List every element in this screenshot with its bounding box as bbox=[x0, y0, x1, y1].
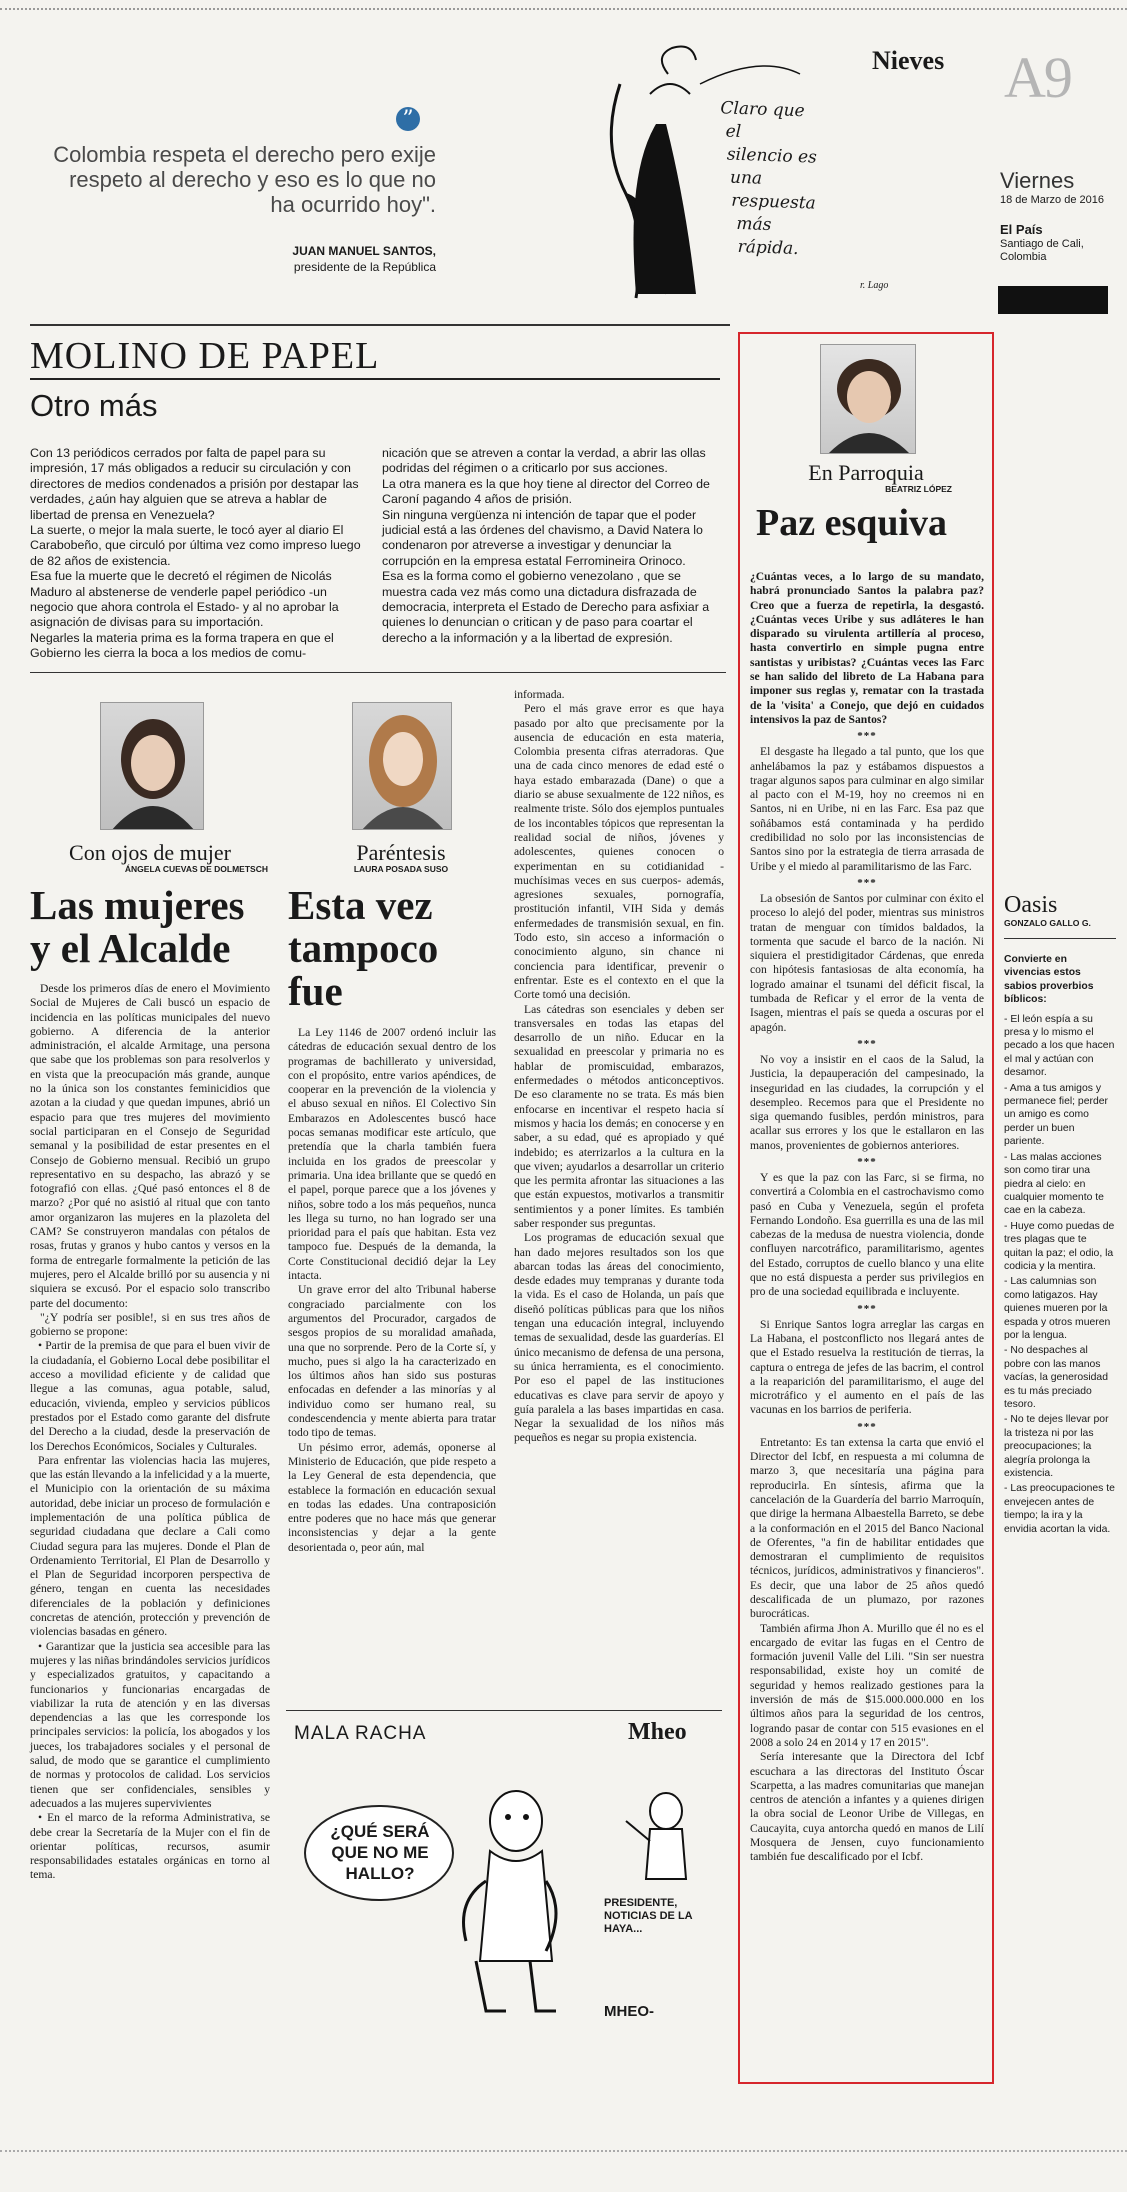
bullet-item: • Garantizar que la justicia sea accesible para las mujeres y las niñas brindándoles servicios jurídicos y especializados gratuitos, y capacitando a funcionarios y funcionarias encargadas de viabilizar la ruta de atención y en las diversas dependencias a las que les corresponde los principales servicios: la policía, los abogados y los jueces, los trabajadores sociales y el personal de salud, de modo que se garantice el cumplimiento de normas y protocolos de calidad. Los servicios tienen que ser confidenciales, sensibles y adecuados a las mujeres supervivientes bbox=[30, 1639, 270, 1810]
mala-racha-cartoon bbox=[286, 1710, 722, 2040]
nieves-cartoon bbox=[560, 44, 980, 304]
article-title: Paz esquiva bbox=[756, 502, 948, 544]
molino-paragraph: La suerte, o mejor la mala suerte, le tocó ayer al diario El Carabobeño, que circuló por última vez como impreso luego de 82 años de existencia. bbox=[30, 523, 361, 568]
author-photo bbox=[100, 702, 204, 830]
molino-paragraph: Esa fue la muerte que le decretó el régimen de Nicolás Maduro al abstenerse de venderle papel periódico -un negocio que ahora controla el Estado- y al no aprobar la asignación de divisas para su importación. bbox=[30, 569, 339, 630]
article-paragraph: El desgaste ha llegado a tal punto, que los que anhelábamos la paz y estábamos dispuestos a tragar algunos sapos para culminar en algo similar al pacto con el M-19, hoy no creemos ni en Santos, ni en Uribe, ni en las Farc. Esa paz que soñábamos está contaminada y ha perdido credibilidad no solo por las inconsistencias de Santos sino por la estrategia de tierra arrasada de Uribe y el miedo al paramilitarismo de las Farc. bbox=[750, 745, 984, 873]
article-bullets bbox=[30, 1339, 270, 1882]
page-header bbox=[0, 0, 1127, 320]
nieves-line: una bbox=[729, 167, 763, 189]
article-paragraph: Sería interesante que la Directora del Icbf escuchara a las directoras del Instituto Óscar Scarpetta, a las madres comunitarias que manejan centros de atención a infantes y a quienes dirigen la obra social de Leonor Uribe de Villegas, en Caucayita, cuya antorcha quedó en manos de Lilí Mosquera de Jensen, cuyo funcionamiento también fue descalificado por el Icbf. bbox=[750, 1750, 984, 1864]
molino-paragraph: Sin ninguna vergüenza ni intención de tapar que el poder judicial está a las órdenes del chavismo, a David Natera lo condenaron por atreverse a investigar y denunciar la corrupción en la empresa estatal Ferromineira Orinoco. bbox=[382, 507, 703, 568]
paper-name: El País bbox=[1000, 222, 1043, 237]
molino-bottom-rule bbox=[30, 672, 726, 673]
article-title: Las mujeres y el Alcalde bbox=[30, 882, 245, 971]
oasis-author: GONZALO GALLO G. bbox=[1004, 918, 1091, 928]
section-separator: *** bbox=[857, 1155, 877, 1168]
article-paragraph: Pero el más grave error es que haya pasado por alto que precisamente por la ausencia de educación en esta materia, Colombia presenta cifras aterradoras. Que una de cada cinco menores de edad esté o haya estado embarazada (Dane) o que a diario se abuse sexualmente de 122 niños, es realmente triste. Sólo dos ejemplos puntuales de los incontables tópicos que representan la realidad social de niños, jóvenes y adolescentes, quienes conocen o experimentan en su cotidianidad -muchísimas veces en sus cuerpos- además, agresiones sexuales, pornografía, prostitución infantil, VIH Sida y demás enfermedades de transmisión sexual, en fin. Todo esto, sin acceso a información o conocimiento alguno, sin chance ni conciencia para identificar, prevenir o enfrentar. Este es el contexto en el que la Corte tomó una decisión. bbox=[514, 702, 724, 1002]
oasis-rule bbox=[1004, 938, 1116, 939]
parentesis-column bbox=[288, 690, 724, 1690]
oasis-column bbox=[1004, 892, 1116, 1792]
svg-text:”: ” bbox=[402, 107, 414, 132]
nieves-line: más bbox=[736, 213, 772, 236]
column-author: BEATRIZ LÓPEZ bbox=[885, 484, 952, 494]
oasis-item: - Las preocupaciones te envejecen antes de tiempo; la ira y la envidia acortan la vida. bbox=[1004, 1483, 1115, 1535]
header-rule bbox=[30, 324, 730, 326]
molino-paragraph: nicación que se atreven a contar la verdad, a abrir las ollas podridas del régimen o a criticarlo por sus acciones. bbox=[382, 446, 706, 476]
article-paragraph: No voy a insistir en el caos de la Salud, la Justicia, la depauperación del campesinado, la inseguridad en las ciudades, la corrupción y el desempleo. Recemos para que el Presidente no siga quemando fusibles, perdón ministros, para acallar sus errores y los que le estallaron en las manos, provenientes de gobiernos anteriores. bbox=[750, 1052, 984, 1152]
section-separator: *** bbox=[857, 1420, 877, 1433]
article-paragraph: Los programas de educación sexual que han dado mejores resultados son los que abarcan todas las áreas del conocimiento, desde edades muy tempranas y durante toda la vida. Es el caso de Holanda, un país que diseñó políticas públicas para que los niños tengan una educación integral, incluyendo temas de sexualidad, desde las guarderías. El único mecanismo de defensa de una persona, su única herramienta, es el conocimiento. Por eso el papel de las instituciones educativas es clave para servir de apoyo y guía paralela a las bases impartidas en casa. Negar la sexualidad de los niños más pequeños es negar su propia existencia. bbox=[514, 1231, 724, 1445]
section-separator: *** bbox=[857, 730, 877, 743]
bullet-item: • En el marco de la reforma Administrativa, se debe crear la Secretaría de la Mujer con el fin de orientar políticas, recursos, asumir responsabilidades estatales orgánicas en torno al tema. bbox=[30, 1811, 270, 1882]
bubble-text: ¿QUÉ SERÁ QUE NO ME HALLO? bbox=[330, 1822, 430, 1883]
quote-text: Colombia respeta el derecho pero exije respeto al derecho y eso es lo que no ha ocurrido hoy". bbox=[53, 142, 436, 217]
molino-section-title: MOLINO DE PAPEL bbox=[30, 335, 380, 377]
nieves-line: rápida. bbox=[737, 236, 799, 260]
molino-section bbox=[30, 335, 720, 661]
molino-col-1 bbox=[30, 446, 364, 662]
article-paragraph: La obsesión de Santos por culminar con éxito el proceso lo alejó del poder, mientras sus ministros tratan de menguar con tímidos baldados, la tormenta que sacude el barco de la nación. Ni siquiera el prestidigitador Cárdenas, que enreda con hipótesis fantasiosas de alta economía, ha logrado amainar el tsunami del déficit fiscal, la tumbada de Reficar y el error de la venta de Isagen, mientras el país se queda a oscuras por el apagón. bbox=[750, 891, 984, 1034]
page-day: Viernes bbox=[1000, 168, 1075, 193]
nieves-line: Claro que bbox=[720, 98, 806, 122]
article-paragraph: Un pésimo error, además, oponerse al Ministerio de Educación, que pide respeto a la Ley General de esta dependencia, que establece la formación en educación sexual en todas las edades. Una contraposición entre poderes que no hace más que generar inconsistencias y dejar a la gente desorientada o, peor aún, mal bbox=[288, 1440, 496, 1554]
mujer-column bbox=[30, 690, 270, 2070]
oasis-item: - Las malas acciones son como tirar una piedra al cielo: en cualquier momento te cae en la cabeza. bbox=[1004, 1151, 1104, 1217]
oasis-item: - No despaches al pobre con las manos vacías, la generosidad es tu más preciado tesoro. bbox=[1004, 1345, 1108, 1410]
quote-mark-icon bbox=[394, 98, 422, 140]
article-paragraph: La Ley 1146 de 2007 ordenó incluir las cátedras de educación sexual dentro de los programas de bachillerato y universidad, con el propósito, entre varios apéndices, de cooperar en la prevención de la violencia y el abuso sexual en niños. El Colectivo Sin Embarazos en Adolescentes buscó hace pocas semanas modificar este artículo, que pretendía que la charla también fuera incluida en los grados de preescolar y primaria. Una idea brillante que se quedó en el papel, porque parece que a los jóvenes y niños, sobre todo a los más pequeños, nunca les llega su turno, no han logrado ser una prioridad para el país que habitan. Esta vez tampoco fue. Después de la demanda, la Corte Constitucional decidió dejar la Ley intacta. bbox=[288, 1026, 496, 1283]
oasis-item: - No te dejes llevar por la tristeza ni por las preocupaciones; la alegría prolonga la existencia. bbox=[1004, 1414, 1109, 1480]
article-paragraph: Entretanto: Es tan extensa la carta que envió el Director del Icbf, en respuesta a mi columna de marzo 3, que necesitaría una página para reproducirla. En síntesis, afirma que la cancelación de la Guardería del barrio Marroquín, que dirige la hermana Albaestella Barreto, se debe a la conformación en el 2015 del Banco Nacional de Oferentes, "a fin de habilitar entidades que demostraran el cumplimiento de requisitos técnicos, jurídicos, administrativos y financieros". Es decir, que una labor de 25 años quedó descalificada de un plumazo, por razones burocráticas. bbox=[750, 1435, 984, 1621]
scan-edge-top bbox=[0, 8, 1127, 10]
scan-edge-bottom bbox=[0, 2150, 1127, 2152]
column-author: LAURA POSADA SUSO bbox=[353, 864, 449, 874]
column-name: En Parroquia bbox=[808, 460, 924, 485]
nieves-line: respuesta bbox=[730, 190, 817, 214]
molino-title: Otro más bbox=[30, 388, 158, 423]
header-black-bar bbox=[998, 286, 1108, 314]
article-paragraph: Las cátedras son esenciales y deben ser transversales en todas las etapas del desarrollo de un niño. Educar en la sexualidad en preescolar y primaria no es hablar de promiscuidad, embarazos, enfermedades o métodos anticonceptivos. De eso claramente no se trata. Es más bien enfocarse en incentivar el respeto hacia sí mismos y hacia los demás; en conocerse y en saber, a su edad, qué es apropiado y qué indebido; es aterrizarlos a la cultura en la que viven; ayudarlos a desarrollar un criterio que les permita afrontar las situaciones a las que están expuestos, motivarlos a transmitir sentimientos y a poner límites. Es también saber responder sus preguntas. bbox=[514, 1002, 724, 1230]
article-title: Esta vez tampoco fue bbox=[288, 882, 439, 1014]
molino-rule bbox=[30, 378, 720, 380]
cartoon-signature: MHEO- bbox=[604, 2003, 654, 2020]
column-name: Con ojos de mujer bbox=[69, 840, 231, 865]
column-author: ÁNGELA CUEVAS DE DOLMETSCH bbox=[124, 864, 268, 874]
paper-city: Santiago de Cali, Colombia bbox=[1000, 238, 1084, 263]
molino-paragraph: Esa es la forma como el gobierno venezolano , que se muestra cada vez más como una dictadura disfrazada de democracia, interpreta el Estado de Derecho para asfixiar a quienes lo denuncian o critican y de paso para coartar el derecho a la información y a la libertad de expresión. bbox=[382, 569, 710, 645]
oasis-item: - Ama a tus amigos y permanece fiel; perder un amigo es como perder un buen pariente. bbox=[1004, 1082, 1108, 1148]
cartoon-caption: PRESIDENTE, NOTICIAS DE LA HAYA... bbox=[604, 1897, 693, 1935]
article-paragraph: Desde los primeros días de enero el Movimiento Social de Mujeres de Cali buscó un espacio de incidencia en las políticas municipales del nuevo gobierno. A diferencia de la anterior administración, el alcalde Armitage, una persona que sabe que los problemas son para resolverlos y en vista que la preocupación más grande, aunque no la única son los constantes feminicidios que azotan a la ciudad y que quedan impunes, abrió un espacio para que tres mujeres del movimiento social participaran en el Consejo de Seguridad semanal y la posibilidad de estar presentes en el Consejo de Gobierno mensual. Recibió un grupo representativo en su despacho, las abrazó y se fotografió con ellas. ¿Qué pasó entonces el 8 de marzo? ¿Por qué no asistió al ritual que con tanto amor organizaron las mujeres en la plazoleta del CAM? Se construyeron mandalas con pétalos de rosas, frutas y granos y hubo cantos y versos en la forma de entregarle formalmente la petición de las mujeres, pero el Alcalde brilló por su ausencia y ni siquiera se excusó. Por el espacio solo transcribo parte del documento: bbox=[30, 982, 270, 1310]
quote-author: JUAN MANUEL SANTOS, bbox=[292, 244, 436, 258]
article-paragraph: "¿Y podría ser posible!, si en sus tres años de gobierno se propone: bbox=[30, 1310, 270, 1339]
article-body bbox=[750, 570, 984, 1865]
oasis-item: - Huye como puedas de tres plagas que te quitan la paz; el odio, la codicia y la mentira. bbox=[1004, 1220, 1115, 1272]
bullet-item: • Partir de la premisa de que para el buen vivir de la ciudadanía, el Gobierno Local debe posibilitar el acceso a movilidad eficiente y de calidad que llegue a las comunas, agua potable, salud, educación, vivienda, empleo y servicios públicos prestados por el Estado como garante del disfrute del Derecho a la ciudad, desde la preservación de los Derechos Económicos, Sociales y Culturales. bbox=[30, 1339, 270, 1453]
article-paragraph: informada. bbox=[514, 688, 565, 701]
oasis-item: - Las calumnias son como latigazos. Hay quienes mueren por la espada y otros mueren por la lengua. bbox=[1004, 1276, 1111, 1341]
nieves-label: Nieves bbox=[872, 46, 945, 75]
article-col-1 bbox=[288, 1026, 496, 1555]
article-body bbox=[30, 982, 270, 1883]
bullet-item: Para enfrentar las violencias hacia las mujeres, que las están llevando a la infelicidad y a la muerte, el Municipio con la orientación de su máxima autoridad, debe iniciar un proceso de formulación e implementación de una política pública de seguridad ciudadana que declare a Cali como Ciudad segura para las mujeres. Donde el Plan de Ordenamiento Territorial, El Plan de Desarrollo y el Plan de Seguridad incorporen perspectiva de género, tengan en cuenta las necesidades diferenciales de la población y definiciones concretas de atención, protección y prevención de violencias basadas en género. bbox=[30, 1453, 270, 1639]
article-col-2 bbox=[514, 688, 724, 1446]
article-paragraph: Si Enrique Santos logra arreglar las cargas en La Habana, el postconflicto nos llegará antes de que el Estado resuelva la restitución de tierras, la captura o entrega de jefes de las bacrim, el control a la reaparición del paramilitarismo, el auge del microtráfico y el aumento en el país de las vacunas en los barrios de periferia. bbox=[750, 1317, 984, 1417]
molino-paragraph: Negarles la materia prima es la forma trapera en que el Gobierno les cierra la boca a los medios de comu- bbox=[30, 630, 334, 661]
author-photo bbox=[820, 344, 916, 454]
nieves-text bbox=[715, 97, 881, 263]
molino-paragraph: La otra manera es la que hoy tiene al director del Correo de Caroní pagando 4 años de prisión. bbox=[382, 476, 710, 507]
article-paragraph: Un grave error del alto Tribunal haberse congraciado parcialmente con los argumentos del Procurador, cargados de sesgos propios de su moralidad amañada, una que no sorprende. Pero de la Corte sí, y mucho, pues si algo la ha caracterizado en los últimos años han sido sus posturas enfocadas en defender a las minorías y al individuo como ser humano real, su condescendencia y mente abierta para tratar todo tipo de temas. bbox=[288, 1283, 496, 1440]
article-paragraph: Y es que la paz con las Farc, si se firma, no convertirá a Colombia en el castrochavismo como pasó en Cuba y Venezuela, según el profeta Fernando Londoño. Esa guerrilla es una de las mil cabezas de la medusa de nuestra violencia, donde confluyen narcotráfico, paramilitarismo, agentes del Estado, corruptos de cuello blanco y una elite que no está dispuesta a perder sus privilegios en pro de una sociedad equilibrada e incluyente. bbox=[750, 1170, 984, 1299]
cartoon-label: MALA RACHA bbox=[294, 1723, 427, 1744]
parroquia-box bbox=[738, 332, 994, 2084]
author-photo bbox=[352, 702, 452, 830]
quote-role: presidente de la República bbox=[293, 260, 436, 274]
page-number: A9 bbox=[1004, 45, 1071, 110]
page-date: 18 de Marzo de 2016 bbox=[1000, 194, 1104, 206]
cartoon-brand: Mheo bbox=[628, 1719, 687, 1745]
oasis-intro: Convierte en vivencias estos sabios proverbios bíblicos: bbox=[1004, 954, 1094, 1006]
section-separator: *** bbox=[857, 1302, 877, 1315]
section-separator: *** bbox=[857, 876, 877, 889]
article-paragraph: También afirma Jhon A. Murillo que él no es el encargado de evitar las fugas en el Centro de formación juvenil Valle del Lili. "Sin ser nuestra responsabilidad, existe hoy un comité de seguridad y hemos realizado gestiones para la inversión de más de $15.000.000.000 en los últimos años para la seguridad de los centros, logrando pasar de contar con 515 evasiones en el 2008 a solo 24 en 2014 y 17 en 2015". bbox=[750, 1621, 984, 1749]
oasis-item: - El león espía a su presa y lo mismo el pecado a los que hacen el mal y actúan con desamor. bbox=[1004, 1013, 1115, 1079]
article-paragraph: ¿Cuántas veces, a lo largo de su mandato, habrá pronunciado Santos la palabra paz? Creo que a fuerza de repetirla, la desgastó. ¿Cuántas veces Uribe y sus adláteres le han disparado su virulenta artillería al proceso, hasta convertirlo en simple pugna entre santistas y uribistas? ¿Cuántas veces las Farc se han salido del libreto de La Habana para imponer sus reglas y, rematar con la trastada de la 'visita' a Conejo, que dejó en cuidados intensivos la paz de Santos? bbox=[750, 570, 984, 726]
nieves-signature: r. Lago bbox=[860, 280, 889, 291]
nieves-line: silencio es bbox=[726, 144, 818, 168]
nieves-line: el bbox=[725, 121, 742, 142]
column-name: Paréntesis bbox=[356, 840, 446, 865]
molino-col-2 bbox=[382, 446, 716, 646]
oasis-title: Oasis bbox=[1004, 892, 1058, 918]
molino-paragraph: Con 13 periódicos cerrados por falta de papel para su impresión, 17 más obligados a reducir su circulación y con directores de medios condenados a prisión por destapar las verdades, ¿aún hay alguien que se atreva a hablar de libertad de prensa en Venezuela? bbox=[30, 446, 359, 522]
section-separator: *** bbox=[857, 1037, 877, 1050]
